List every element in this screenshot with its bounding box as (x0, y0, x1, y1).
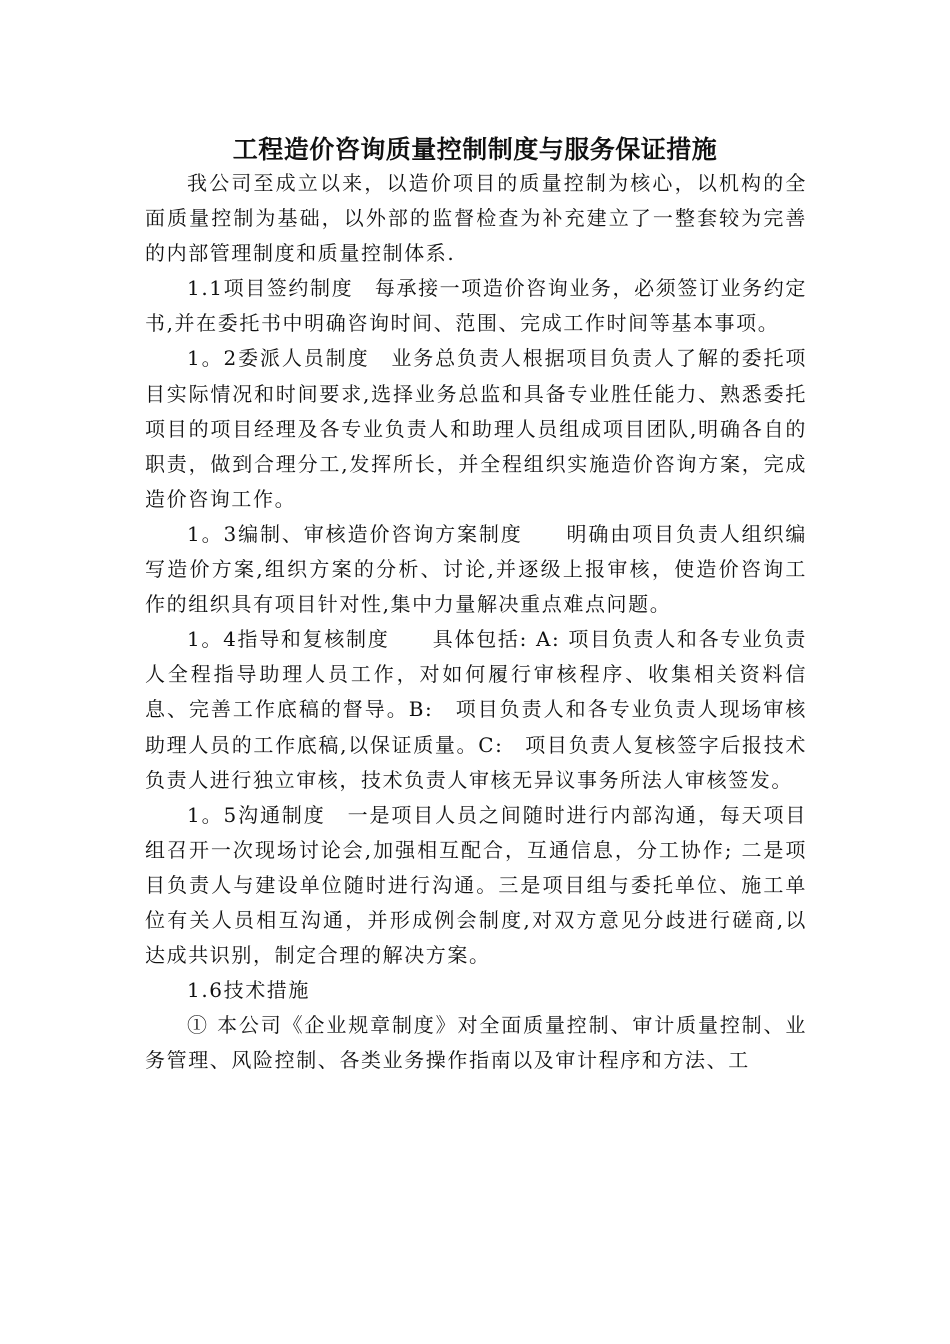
paragraph-1-4-guidance-review: 1。4指导和复核制度 具体包括: A: 项目负责人和各专业负责人全程指导助理人员工作，对如何履行审核程序、收集相关资料信息、完善工作底稿的督导。B: 项目负责人和各专业负责人现场审核助理人员的工作底稿,以保证质量。C: 项目负责人复核签字后报技术负责人进行独立审核，技术负责人审核无异议事务所法人审核签发。 (145, 627, 807, 792)
paragraph-1-6-item-1: ① 本公司《企业规章制度》对全面质量控制、审计质量控制、业务管理、风险控制、各类业务操作指南以及审计程序和方法、工 (145, 1013, 807, 1073)
document-title: 工程造价咨询质量控制制度与服务保证措施 (232, 135, 718, 164)
paragraph-1-1-contract-system: 1.1项目签约制度 每承接一项造价咨询业务，必须签订业务约定书,并在委托书中明确咨询时间、范围、完成工作时间等基本事项。 (145, 276, 807, 336)
paragraph-1-3-plan-review: 1。3编制、审核造价咨询方案制度 明确由项目负责人组织编写造价方案,组织方案的分析、讨论,并逐级上报审核，使造价咨询工作的组织具有项目针对性,集中力量解决重点难点问题。 (145, 521, 807, 617)
paragraph-1-5-communication: 1。5沟通制度 一是项目人员之间随时进行内部沟通，每天项目组召开一次现场讨论会,加强相互配合，互通信息，分工协作; 二是项目负责人与建设单位随时进行沟通。三是项目组与委托单位、施工单位有关人员相互沟通，并形成例会制度,对双方意见分歧进行磋商,以达成共识别，制定合理的解决方案。 (145, 802, 807, 968)
paragraph-intro: 我公司至成立以来，以造价项目的质量控制为核心，以机构的全面质量控制为基础，以外部的监督检查为补充建立了一整套较为完善的内部管理制度和质量控制体系. (145, 171, 807, 266)
paragraph-1-2-staff-assignment: 1。2委派人员制度 业务总负责人根据项目负责人了解的委托项目实际情况和时间要求,选择业务总监和具备专业胜任能力、熟悉委托项目的项目经理及各专业负责人和助理人员组成项目团队,明确各自的职责，做到合理分工,发挥所长，并全程组织实施造价咨询方案，完成造价咨询工作。 (145, 346, 807, 511)
paragraph-1-6-heading: 1.6技术措施 (187, 978, 311, 1003)
document-body (145, 166, 807, 1078)
